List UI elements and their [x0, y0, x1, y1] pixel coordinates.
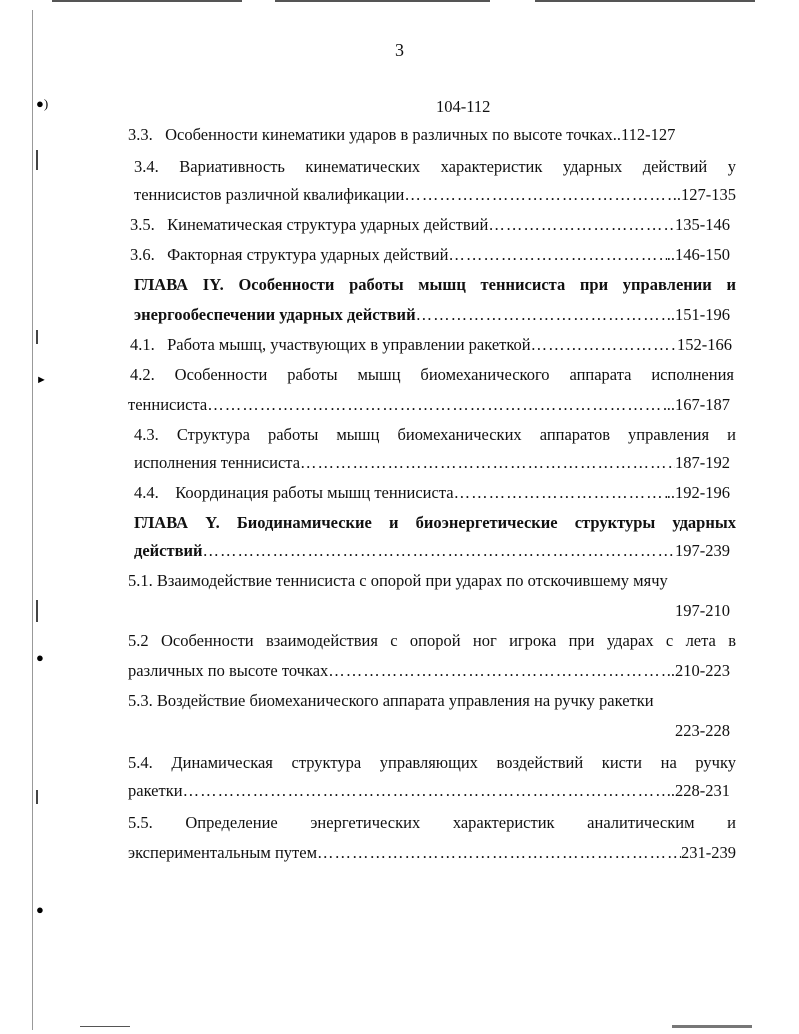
toc-leader — [203, 540, 675, 562]
toc-entry-title: энергообеспечении ударных действий — [134, 305, 416, 324]
toc-entry-4-1 — [130, 334, 732, 356]
toc-page-range: 223-228 — [675, 721, 730, 740]
toc-entry-5-2-title: 5.2 Особенности взаимодействия с опорой ног игрока при ударах с лета в — [128, 631, 736, 650]
toc-leader — [183, 780, 667, 802]
toc-page-range: ..151-196 — [666, 305, 730, 324]
toc-entry-5-4-title: 5.4. Динамическая структура управляющих воздействий кисти на ручку — [128, 753, 736, 772]
toc-leader — [317, 842, 681, 864]
toc-entry-5-2 — [128, 660, 730, 682]
scan-margin-line — [32, 10, 33, 1030]
toc-leader — [404, 184, 672, 206]
toc-entry-5-5-title: 5.5. Определение энергетических характеристик аналитическим и — [128, 813, 736, 832]
toc-entry-title: 3.5. Кинематическая структура ударных действий — [130, 215, 489, 234]
toc-leader — [448, 244, 666, 266]
toc-entry-3-4-title: 3.4. Вариативность кинематических характеристик ударных действий у — [134, 157, 736, 176]
toc-entry-5-5 — [128, 842, 736, 864]
toc-chapter-4-title: ГЛАВА IY. Особенности работы мышц теннисиста при управлении и — [134, 275, 736, 294]
toc-entry-title: 4.4. Координация работы мышц теннисиста — [134, 483, 454, 502]
page-number: 3 — [395, 40, 404, 60]
toc-leader — [207, 394, 667, 416]
toc-page-range: 231-239 — [681, 843, 736, 862]
scan-tick — [36, 600, 38, 622]
toc-leader — [328, 660, 666, 682]
toc-entry-5-1-title: 5.1. Взаимодействие теннисиста с опорой при ударах по отскочившему мячу — [128, 571, 668, 590]
toc-leader — [300, 452, 675, 474]
toc-entry-title: ракетки — [128, 781, 183, 800]
scan-edge-line — [275, 0, 490, 2]
toc-entry-title: различных по высоте точках — [128, 661, 329, 680]
toc-page-range: 197-210 — [675, 601, 730, 620]
toc-chapter-4 — [134, 304, 730, 326]
toc-page-range: 104-112 — [436, 97, 491, 116]
toc-entry-4-2 — [128, 394, 730, 416]
toc-page-range: ..146-150 — [666, 245, 730, 264]
scan-edge-line — [52, 0, 242, 2]
scan-edge-line — [80, 1026, 130, 1027]
toc-entry-title: теннисиста — [128, 395, 208, 414]
toc-entry-title: 4.1. Работа мышц, участвующих в управлении ракеткой — [130, 335, 531, 354]
toc-page-range: ..192-196 — [666, 483, 730, 502]
toc-leader — [531, 334, 677, 356]
toc-entry-3-5 — [130, 214, 730, 236]
toc-page-range: 135-146 — [675, 215, 730, 234]
binder-hole-mark: ► — [36, 374, 47, 386]
toc-page-range: 112-127 — [620, 125, 676, 144]
toc-page-range: 152-166 — [677, 335, 732, 354]
toc-leader — [488, 214, 675, 236]
toc-chapter-5 — [134, 540, 730, 562]
toc-page-range: ..127-135 — [672, 185, 736, 204]
toc-page-range: ..167-187 — [666, 395, 730, 414]
toc-leader — [454, 482, 667, 504]
scan-edge-line — [535, 0, 755, 2]
toc-entry-5-3-title: 5.3. Воздействие биомеханического аппарата управления на ручку ракетки — [128, 691, 654, 710]
toc-entry-title: действий — [134, 541, 203, 560]
scan-tick — [36, 150, 38, 170]
toc-leader — [416, 304, 667, 326]
toc-entry-4-4 — [134, 482, 730, 504]
toc-entry-5-4 — [128, 780, 730, 802]
toc-entry-3-6 — [130, 244, 730, 266]
scan-edge-line — [672, 1025, 752, 1028]
toc-page-range: ..210-223 — [666, 661, 730, 680]
toc-entry-title: исполнения теннисиста — [134, 453, 301, 472]
toc-entry-title: 3.6. Факторная структура ударных действий — [130, 245, 449, 264]
toc-entry-title: экспериментальным путем — [128, 843, 318, 862]
binder-hole-mark: ● — [36, 902, 44, 917]
binder-hole-mark: ● — [36, 650, 44, 665]
toc-entry-4-3-title: 4.3. Структура работы мышц биомеханических аппаратов управления и — [134, 425, 736, 444]
toc-page-range: ..228-231 — [666, 781, 730, 800]
scan-tick — [36, 330, 38, 344]
toc-entry-title: 3.3. Особенности кинематики ударов в различных по высоте точках — [128, 125, 613, 144]
toc-page-range: 187-192 — [675, 453, 730, 472]
scan-tick — [36, 790, 38, 804]
binder-hole-mark: ●) — [36, 96, 49, 111]
toc-page-range: 197-239 — [675, 541, 730, 560]
toc-chapter-5-title: ГЛАВА Y. Биодинамические и биоэнергетические структуры ударных — [134, 513, 736, 532]
toc-entry-3-3 — [128, 124, 736, 146]
toc-leader: .. — [612, 125, 621, 144]
toc-entry-4-2-title: 4.2. Особенности работы мышц биомеханического аппарата исполнения — [130, 365, 734, 384]
toc-entry-3-4 — [134, 184, 736, 206]
toc-entry-title: теннисистов различной квалификации — [134, 185, 405, 204]
toc-entry-4-3 — [134, 452, 730, 474]
